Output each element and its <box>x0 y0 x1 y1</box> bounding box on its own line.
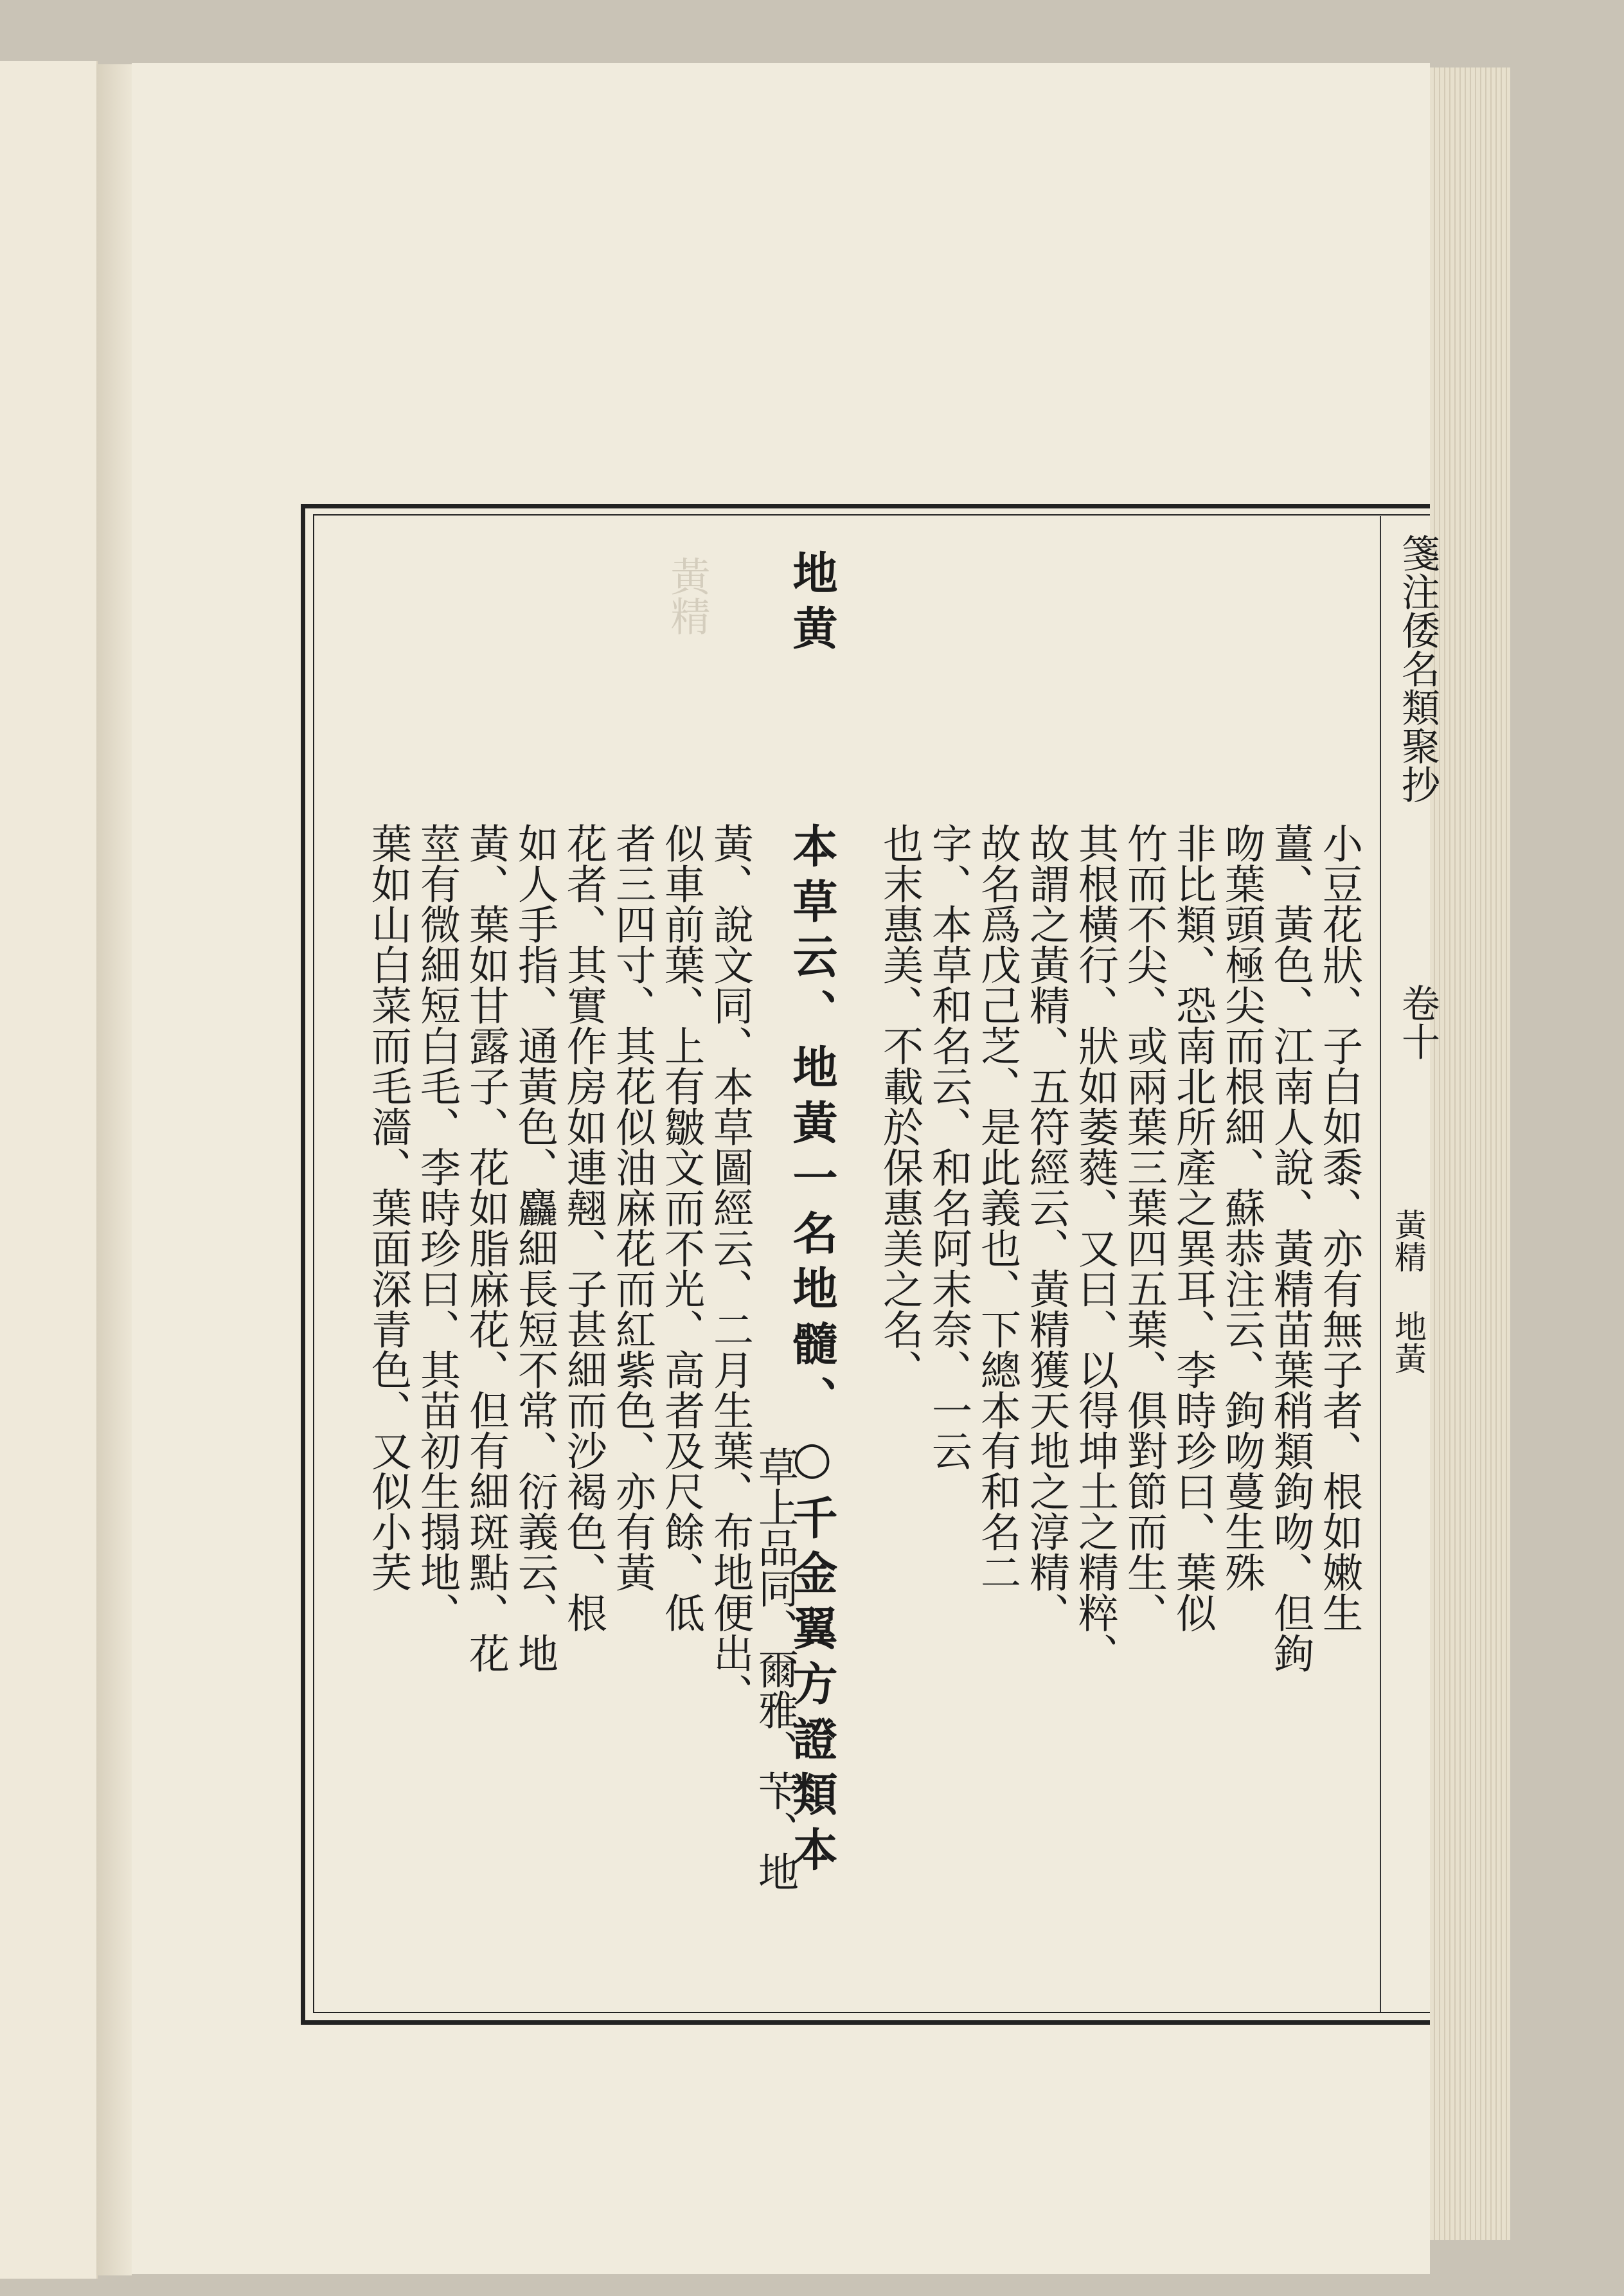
section-title: 本草云、地黃一名地髓、○千金翼方證類本 <box>785 823 839 1881</box>
entry-heading: 地黄 <box>785 550 839 660</box>
text-column: 葉如山白菜而毛濇、葉面深青色、又似小芺 <box>365 823 412 1592</box>
margin-title: 箋注倭名類聚抄 <box>1395 534 1440 803</box>
text-column: 薑、黃色、江南人說、黃精苗葉稍類鉤吻、但鉤 <box>1267 823 1314 1673</box>
margin-volume: 卷十 <box>1395 983 1440 1061</box>
text-column: 如人手指、通黃色、麤細長短不常、衍義云、地 <box>512 823 558 1673</box>
text-column: 者三四寸、其花似油麻花而紅紫色、亦有黃 <box>609 823 656 1592</box>
book-gutter <box>96 64 132 2275</box>
text-column: 故謂之黃精、五符經云、黃精獲天地之淳精、 <box>1023 823 1070 1633</box>
text-column: 竹而不尖、或兩葉三葉四五葉、俱對節而生、 <box>1121 823 1168 1633</box>
text-column: 黃、葉如甘露子、花如脂麻花、但有細斑點、花 <box>463 823 510 1673</box>
text-column: 黃、說文同、本草圖經云、二月生葉、布地便出、 <box>707 823 754 1714</box>
page-edges <box>1430 67 1510 2240</box>
text-column: 非比類、恐南北所產之異耳、李時珍曰、葉似 <box>1170 823 1217 1633</box>
margin-entries: 黃精 地黃 <box>1389 1208 1427 1374</box>
text-column: 字、本草和名云、和名阿末奈、一云 <box>925 823 972 1471</box>
text-column: 小豆花狀、子白如黍、亦有無子者、根如嫩生 <box>1316 823 1363 1633</box>
text-column: 故名爲戊己芝、是此義也、下總本有和名二 <box>974 823 1021 1592</box>
bleed-through-text: 黃精 <box>664 556 711 636</box>
text-column: 似車前葉、上有皺文而不光、高者及尺餘、低 <box>658 823 705 1633</box>
left-page <box>0 61 98 2279</box>
text-column: 花者、其實作房如連翹、子甚細而沙褐色、根 <box>560 823 607 1633</box>
text-column: 其根橫行、狀如萎蕤、又曰、以得坤土之精粹、 <box>1072 823 1119 1673</box>
text-column: 吻葉頭極尖而根細、蘇恭注云、鉤吻蔓生殊 <box>1218 823 1265 1592</box>
text-column: 莖有微細短白毛、李時珍曰、其苗初生搨地、 <box>414 823 461 1633</box>
margin-rule <box>1380 516 1381 2012</box>
text-column: 草上品同、爾雅、苄、地 <box>752 1446 799 1892</box>
text-column: 也末惠美、不載於保惠美之名、 <box>877 823 924 1390</box>
